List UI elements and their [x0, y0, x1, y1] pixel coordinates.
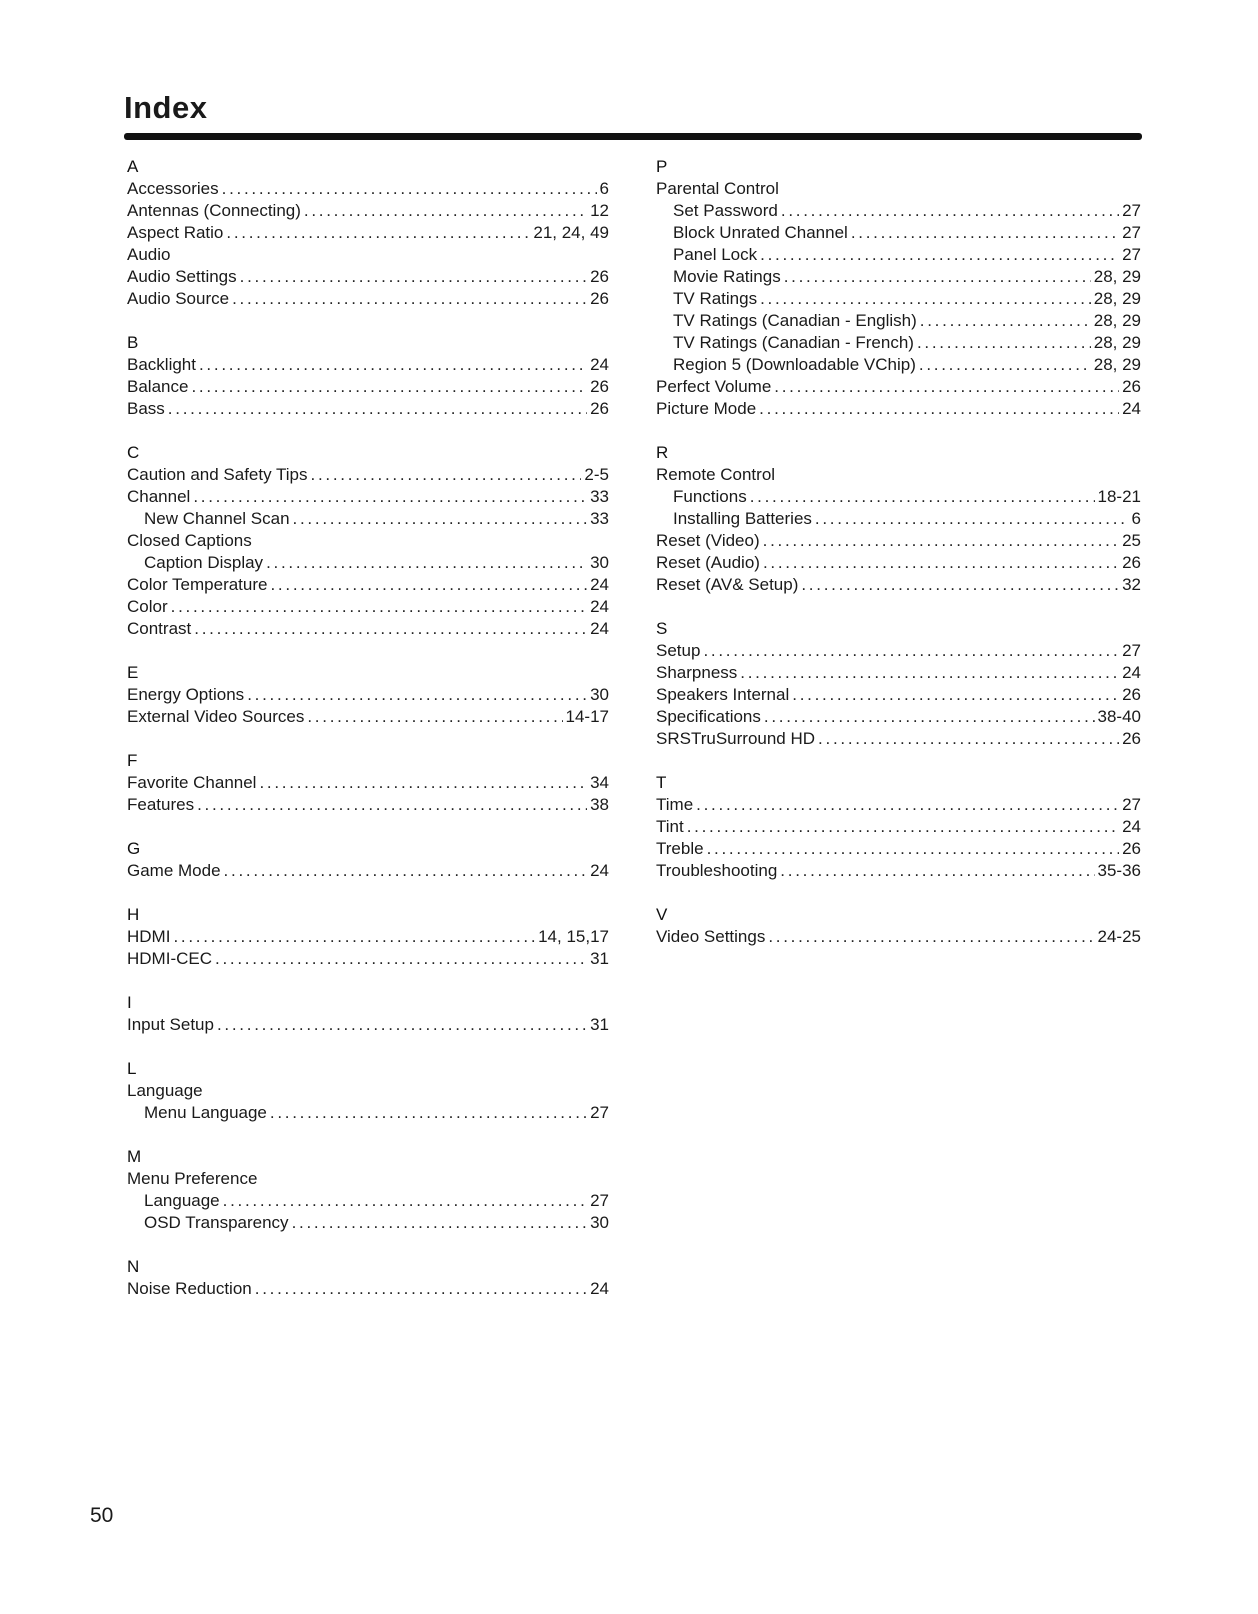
index-entry — [656, 552, 1141, 574]
dot-leader — [292, 1212, 588, 1234]
entry-page: 25 — [1122, 531, 1141, 550]
index-entry — [656, 288, 1141, 310]
entry-page: 2-5 — [584, 465, 609, 484]
entry-page: 26 — [1122, 377, 1141, 396]
index-section-n — [127, 1256, 609, 1300]
index-entry — [656, 398, 1141, 420]
entry-label: Setup — [656, 641, 701, 660]
index-entry — [127, 1102, 609, 1124]
section-letter: M — [127, 1147, 142, 1166]
index-section-r — [656, 442, 1141, 596]
entry-page: 30 — [590, 685, 609, 704]
dot-leader — [707, 838, 1120, 860]
dot-leader — [226, 222, 530, 244]
entry-page: 27 — [590, 1103, 609, 1122]
entry-page: 24 — [590, 861, 609, 880]
dot-leader — [917, 332, 1091, 354]
index-entry — [127, 464, 609, 486]
entry-page: 24 — [1122, 663, 1141, 682]
index-entry — [127, 530, 609, 552]
index-entry — [127, 222, 609, 244]
dot-leader — [763, 530, 1119, 552]
index-entry — [656, 706, 1141, 728]
section-letter: B — [127, 333, 139, 352]
entry-label: Favorite Channel — [127, 773, 257, 792]
entry-page: 27 — [1122, 201, 1141, 220]
index-entry — [656, 376, 1141, 398]
entry-label: Backlight — [127, 355, 196, 374]
index-section-i — [127, 992, 609, 1036]
entry-page: 26 — [1122, 685, 1141, 704]
entry-page: 24 — [1122, 399, 1141, 418]
dot-leader — [784, 266, 1091, 288]
entry-page: 28, 29 — [1093, 333, 1141, 352]
entry-label: TV Ratings — [673, 289, 758, 308]
dot-leader — [247, 684, 587, 706]
entry-label: TV Ratings (Canadian - French) — [673, 333, 914, 352]
index-entry — [656, 640, 1141, 662]
entry-page: 24 — [590, 1279, 609, 1298]
index-section-s — [656, 618, 1141, 750]
dot-leader — [215, 948, 587, 970]
entry-label: Audio Source — [127, 289, 230, 308]
entry-page: 26 — [590, 267, 609, 286]
entry-page: 31 — [590, 949, 609, 968]
index-entry — [656, 574, 1141, 596]
dot-leader — [311, 464, 582, 486]
entry-label: Features — [127, 795, 195, 814]
entry-label: Caution and Safety Tips — [127, 465, 308, 484]
entry-label: HDMI-CEC — [127, 949, 212, 968]
dot-leader — [815, 508, 1129, 530]
dot-leader — [304, 200, 587, 222]
entry-page: 33 — [590, 509, 609, 528]
index-section-e — [127, 662, 609, 728]
dot-leader — [293, 508, 588, 530]
section-letter: P — [656, 157, 668, 176]
entry-label: Troubleshooting — [656, 861, 778, 880]
entry-label: Caption Display — [144, 553, 264, 572]
entry-label: Reset (AV& Setup) — [656, 575, 799, 594]
entry-page: 27 — [590, 1191, 609, 1210]
index-entry — [127, 376, 609, 398]
entry-label: Input Setup — [127, 1015, 214, 1034]
entry-label: Picture Mode — [656, 399, 757, 418]
entry-label: Antennas (Connecting) — [127, 201, 301, 220]
entry-label: Energy Options — [127, 685, 245, 704]
dot-leader — [919, 354, 1091, 376]
index-section-p — [656, 156, 1141, 420]
section-letter: F — [127, 751, 138, 770]
section-letter: A — [127, 157, 139, 176]
entry-page: 24 — [590, 619, 609, 638]
index-entry — [127, 244, 609, 266]
entry-label: Sharpness — [656, 663, 738, 682]
entry-label: Color Temperature — [127, 575, 268, 594]
entry-page: 24-25 — [1097, 927, 1141, 946]
section-letter: V — [656, 905, 668, 924]
dot-leader — [768, 926, 1094, 948]
page-title: Index — [124, 90, 208, 125]
entry-label: Installing Batteries — [673, 509, 812, 528]
index-section-a — [127, 156, 609, 310]
entry-label: Panel Lock — [673, 245, 758, 264]
index-entry — [656, 486, 1141, 508]
entry-label: Language — [144, 1191, 220, 1210]
index-entry — [127, 354, 609, 376]
index-section-c — [127, 442, 609, 640]
entry-label: Block Unrated Channel — [673, 223, 848, 242]
entry-label: Movie Ratings — [673, 267, 781, 286]
entry-label: Set Password — [673, 201, 778, 220]
dot-leader — [780, 860, 1094, 882]
index-entry — [127, 574, 609, 596]
index-entry — [656, 508, 1141, 530]
entry-page: 27 — [1122, 245, 1141, 264]
section-letter: C — [127, 443, 140, 462]
index-entry — [127, 1190, 609, 1212]
entry-page: 32 — [1122, 575, 1141, 594]
dot-leader — [171, 596, 587, 618]
section-letter: L — [127, 1059, 137, 1078]
entry-label: Audio — [127, 245, 171, 264]
dot-leader — [259, 772, 587, 794]
dot-leader — [232, 288, 587, 310]
entry-page: 18-21 — [1097, 487, 1141, 506]
entry-page: 21, 24, 49 — [533, 223, 609, 242]
index-entry — [656, 200, 1141, 222]
entry-label: Region 5 (Downloadable VChip) — [673, 355, 916, 374]
index-section-h — [127, 904, 609, 970]
entry-page: 24 — [590, 597, 609, 616]
index-entry — [656, 662, 1141, 684]
index-entry — [656, 684, 1141, 706]
index-entry — [127, 1168, 609, 1190]
index-entry — [656, 310, 1141, 332]
entry-label: Game Mode — [127, 861, 221, 880]
entry-page: 27 — [1122, 223, 1141, 242]
dot-leader — [222, 178, 597, 200]
index-entry — [656, 860, 1141, 882]
dot-leader — [197, 794, 587, 816]
entry-label: Video Settings — [656, 927, 766, 946]
index-entry — [656, 794, 1141, 816]
page-number: 50 — [90, 1504, 114, 1527]
entry-label: Specifications — [656, 707, 761, 726]
entry-page: 26 — [590, 399, 609, 418]
entry-page: 6 — [599, 179, 609, 198]
entry-label: Contrast — [127, 619, 192, 638]
index-entry — [656, 728, 1141, 750]
dot-leader — [851, 222, 1119, 244]
entry-label: Audio Settings — [127, 267, 237, 286]
entry-page: 28, 29 — [1093, 355, 1141, 374]
index-entry — [656, 178, 1141, 200]
dot-leader — [781, 200, 1119, 222]
dot-leader — [750, 486, 1095, 508]
entry-page: 38 — [590, 795, 609, 814]
entry-label: New Channel Scan — [144, 509, 290, 528]
entry-page: 30 — [590, 1213, 609, 1232]
dot-leader — [217, 1014, 587, 1036]
entry-page: 26 — [590, 377, 609, 396]
entry-page: 28, 29 — [1093, 289, 1141, 308]
index-section-m — [127, 1146, 609, 1234]
entry-page: 26 — [590, 289, 609, 308]
index-entry — [127, 398, 609, 420]
entry-label: Menu Language — [144, 1103, 267, 1122]
dot-leader — [792, 684, 1119, 706]
entry-label: Perfect Volume — [656, 377, 772, 396]
index-entry — [127, 486, 609, 508]
entry-page: 38-40 — [1097, 707, 1141, 726]
entry-page: 30 — [590, 553, 609, 572]
entry-label: Aspect Ratio — [127, 223, 224, 242]
index-entry — [656, 464, 1141, 486]
dot-leader — [818, 728, 1119, 750]
dot-leader — [193, 486, 587, 508]
entry-label: External Video Sources — [127, 707, 305, 726]
entry-label: Balance — [127, 377, 189, 396]
entry-label: Channel — [127, 487, 191, 506]
section-letter: H — [127, 905, 140, 924]
entry-page: 33 — [590, 487, 609, 506]
index-entry — [656, 816, 1141, 838]
entry-label: TV Ratings (Canadian - English) — [673, 311, 917, 330]
entry-label: Bass — [127, 399, 165, 418]
dot-leader — [307, 706, 562, 728]
entry-label: Functions — [673, 487, 747, 506]
index-entry — [127, 596, 609, 618]
section-letter: E — [127, 663, 139, 682]
index-section-v — [656, 904, 1141, 948]
index-entry — [656, 354, 1141, 376]
entry-label: Language — [127, 1081, 203, 1100]
index-entry — [656, 244, 1141, 266]
section-letter: S — [656, 619, 668, 638]
index-entry — [127, 926, 609, 948]
section-letter: I — [127, 993, 132, 1012]
entry-page: 14, 15,17 — [538, 927, 609, 946]
entry-page: 26 — [1122, 839, 1141, 858]
dot-leader — [763, 552, 1119, 574]
index-entry — [127, 794, 609, 816]
entry-page: 27 — [1122, 641, 1141, 660]
entry-page: 26 — [1122, 729, 1141, 748]
entry-label: Reset (Video) — [656, 531, 760, 550]
dot-leader — [687, 816, 1119, 838]
dot-leader — [199, 354, 587, 376]
entry-label: Reset (Audio) — [656, 553, 760, 572]
index-entry — [656, 838, 1141, 860]
entry-label: Menu Preference — [127, 1169, 258, 1188]
entry-page: 35-36 — [1097, 861, 1141, 880]
entry-page: 14-17 — [565, 707, 609, 726]
index-entry — [127, 772, 609, 794]
index-section-g — [127, 838, 609, 882]
index-entry — [656, 530, 1141, 552]
index-column-left — [127, 156, 609, 1322]
dot-leader — [760, 288, 1091, 310]
dot-leader — [191, 376, 587, 398]
dot-leader — [759, 398, 1119, 420]
index-entry — [127, 552, 609, 574]
section-letter: N — [127, 1257, 140, 1276]
index-entry — [127, 684, 609, 706]
index-section-f — [127, 750, 609, 816]
entry-label: Accessories — [127, 179, 219, 198]
entry-page: 31 — [590, 1015, 609, 1034]
dot-leader — [696, 794, 1119, 816]
entry-label: Parental Control — [656, 179, 779, 198]
index-entry — [127, 860, 609, 882]
index-section-l — [127, 1058, 609, 1124]
entry-page: 6 — [1131, 509, 1141, 528]
index-entry — [127, 706, 609, 728]
dot-leader — [194, 618, 587, 640]
index-entry — [127, 1212, 609, 1234]
entry-page: 24 — [1122, 817, 1141, 836]
index-entry — [127, 178, 609, 200]
entry-label: Color — [127, 597, 168, 616]
entry-label: Speakers Internal — [656, 685, 790, 704]
entry-label: OSD Transparency — [144, 1213, 289, 1232]
entry-page: 24 — [590, 355, 609, 374]
dot-leader — [703, 640, 1119, 662]
section-letter: T — [656, 773, 667, 792]
dot-leader — [764, 706, 1095, 728]
dot-leader — [801, 574, 1119, 596]
entry-page: 24 — [590, 575, 609, 594]
entry-label: SRSTruSurround HD — [656, 729, 816, 748]
dot-leader — [240, 266, 587, 288]
index-entry — [127, 266, 609, 288]
entry-page: 12 — [590, 201, 609, 220]
dot-leader — [760, 244, 1119, 266]
section-letter: R — [656, 443, 669, 462]
entry-page: 26 — [1122, 553, 1141, 572]
index-column-right — [656, 156, 1141, 970]
index-section-t — [656, 772, 1141, 882]
entry-label: Time — [656, 795, 694, 814]
index-entry — [127, 1014, 609, 1036]
dot-leader — [168, 398, 587, 420]
dot-leader — [266, 552, 587, 574]
dot-leader — [740, 662, 1119, 684]
entry-page: 28, 29 — [1093, 267, 1141, 286]
index-entry — [127, 200, 609, 222]
index-entry — [656, 266, 1141, 288]
entry-label: Treble — [656, 839, 704, 858]
index-entry — [127, 1080, 609, 1102]
dot-leader — [173, 926, 535, 948]
dot-leader — [224, 860, 588, 882]
entry-page: 28, 29 — [1093, 311, 1141, 330]
entry-label: Closed Captions — [127, 531, 252, 550]
index-entry — [656, 332, 1141, 354]
dot-leader — [270, 1102, 587, 1124]
index-entry — [127, 288, 609, 310]
title-rule — [124, 133, 1142, 140]
entry-label: Noise Reduction — [127, 1279, 252, 1298]
dot-leader — [774, 376, 1119, 398]
index-entry — [656, 926, 1141, 948]
entry-page: 27 — [1122, 795, 1141, 814]
entry-page: 34 — [590, 773, 609, 792]
index-entry — [127, 508, 609, 530]
entry-label: Tint — [656, 817, 684, 836]
entry-label: HDMI — [127, 927, 171, 946]
dot-leader — [270, 574, 587, 596]
index-entry — [127, 1278, 609, 1300]
index-entry — [127, 948, 609, 970]
dot-leader — [920, 310, 1091, 332]
index-entry — [656, 222, 1141, 244]
entry-label: Remote Control — [656, 465, 776, 484]
dot-leader — [255, 1278, 587, 1300]
index-section-b — [127, 332, 609, 420]
dot-leader — [223, 1190, 587, 1212]
index-entry — [127, 618, 609, 640]
section-letter: G — [127, 839, 141, 858]
